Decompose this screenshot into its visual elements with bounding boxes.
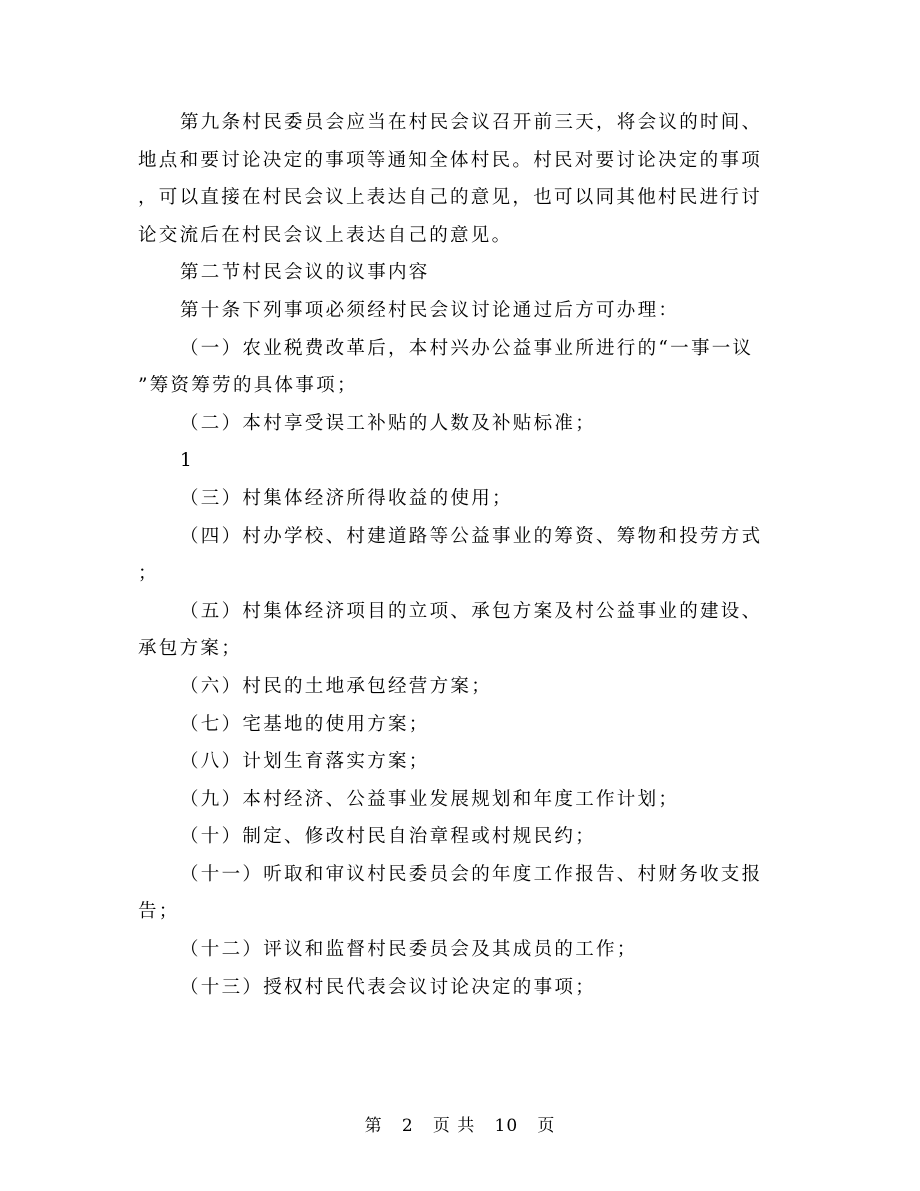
list-item: （九）本村经济、公益事业发展规划和年度工作计划； xyxy=(180,788,680,810)
text-line: 地点和要讨论决定的事项等通知全体村民。村民对要讨论决定的事项 xyxy=(138,149,763,171)
text-line: ； xyxy=(138,563,159,585)
list-item: （八）计划生育落实方案； xyxy=(180,751,430,773)
list-item: （七）宅基地的使用方案； xyxy=(180,713,430,735)
text-line: 第十条下列事项必须经村民会议讨论通过后方可办理： xyxy=(180,299,680,321)
footer-prefix: 第 xyxy=(364,1116,383,1136)
list-item: （三）村集体经济所得收益的使用； xyxy=(180,487,513,509)
stray-page-number: 1 xyxy=(180,450,195,472)
text-line: ，可以直接在村民会议上表达自己的意见，也可以同其他村民进行讨 xyxy=(138,187,763,209)
list-item: （二）本村享受误工补贴的人数及补贴标准； xyxy=(180,412,597,434)
text-line: ”筹资筹劳的具体事项； xyxy=(138,375,358,397)
footer-middle: 页 共 xyxy=(432,1116,476,1136)
page-footer xyxy=(0,1111,920,1136)
list-item: （十三）授权村民代表会议讨论决定的事项； xyxy=(180,976,597,998)
text-line: 论交流后在村民会议上表达自己的意见。 xyxy=(138,224,513,246)
list-item: （四）村办学校、村建道路等公益事业的筹资、筹物和投劳方式 xyxy=(180,525,763,547)
section-heading: 第二节村民会议的议事内容 xyxy=(180,262,430,284)
list-item: （十一）听取和审议村民委员会的年度工作报告、村财务收支报 xyxy=(180,863,763,885)
list-item: （十二）评议和监督村民委员会及其成员的工作； xyxy=(180,939,638,961)
list-item: （六）村民的土地承包经营方案； xyxy=(180,675,493,697)
list-item: （十）制定、修改村民自治章程或村规民约； xyxy=(180,826,597,848)
text-line: 告； xyxy=(138,901,180,923)
text-line: 承包方案； xyxy=(138,638,243,660)
total-pages-number: 10 xyxy=(494,1116,519,1136)
text-line: 第九条村民委员会应当在村民会议召开前三天，将会议的时间、 xyxy=(180,112,763,133)
list-item: （一）农业税费改革后，本村兴办公益事业所进行的“一事一议 xyxy=(180,337,754,359)
document-body xyxy=(138,104,778,1006)
current-page-number: 2 xyxy=(401,1116,414,1136)
list-item: （五）村集体经济项目的立项、承包方案及村公益事业的建设、 xyxy=(180,600,763,622)
footer-suffix: 页 xyxy=(537,1116,556,1136)
